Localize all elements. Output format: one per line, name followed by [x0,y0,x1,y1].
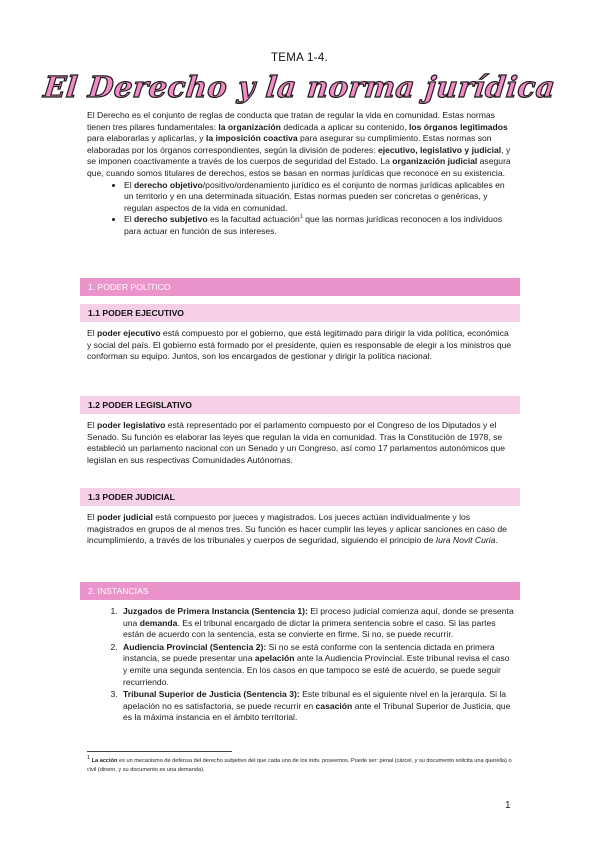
legislativo-paragraph: El poder legislativo está representado por el parlamento compuesto por el Congreso de los Diputados y el Senado. Su función es elaborar las leyes que regulan la vida en comunidad. Tras la Constitución de 1978, se estableció un parlamento nacional con un Senado y un Congreso, así como 17 parlamentos autonómicos que legislan en sus respectivas Comunidades Autónomas. [87,420,506,465]
footnote-ref[interactable]: 1 [299,214,303,221]
intro-paragraph: El Derecho es el conjunto de reglas de conducta que tratan de regular la vida en comunidad. Estas normas tienen tres pilares fundamentales: la organización dedicada a aplicar su contenido, los órganos legitimados para elaborarlas y aplicarlas, y la imposición coactiva para asegurar su cumplimiento. Estas normas son elaboradas por los órganos correspondientes, según la división de poderes: ejecutivo, legislativo y judicial, y se imponen coactivamente a través de los cuerpos de seguridad del Estado. La organización judicial asegura que, cuando somos titulares de derechos, estos se basan en normas jurídicas que reconoce en su existencia. [87,110,511,178]
list-item: • El derecho objetivo/positivo/ordenamiento jurídico es el conjunto de normas jurídicas aplicables en un territorio y en una determinada situación. Estas normas pueden ser concretas o genéricas, y regulan aspectos de la vida en comunidad. [124,180,515,215]
list-item: 3. Tribunal Superior de Justicia (Sentencia 3): Este tribunal es el siguiente nivel en la jerarquía. Si la apelación no es satisfactoria, se puede recurrir en casación ante el Tribunal Superior de Justicia, que es la máxima instancia en el ámbito territorial. [120,689,515,724]
footnote: $^1$ La acción es un mecanismo de defensa del derecho subjetivo del que cada uno de los indv. poseemos. Puede ser: penal (cárcel, y su documento solicita una querella) o civil (dinero, y su documento es una demanda). [87,755,512,773]
section-heading-poder-politico: 1. PODER POLÍTICO [80,278,520,296]
subsection-heading-judicial: 1.3 PODER JUDICIAL [80,488,520,506]
intro-block [87,110,515,238]
judicial-paragraph: El poder judicial está compuesto por jueces y magistrados. Los jueces actúan individualmente y los magistrados en grupos de al menos tres. Su función es hacer cumplir las leyes y aplicar sanciones en caso de incumplimiento, a través de los tribunales y cuerpos de seguridad, siguiendo el principio de Iura Novit Curia. [87,512,507,546]
page-number: 1 [505,800,511,811]
list-item: • El derecho subjetivo es la facultad actuación$^1$ que las normas jurídicas reconocen a los individuos para actuar en función de sus intereses. [124,214,515,237]
subsection-heading-legislativo: 1.2 PODER LEGISLATIVO [80,396,520,414]
ejecutivo-paragraph: El poder ejecutivo está compuesto por el gobierno, que está legitimado para dirigir la vida política, económica y social del país. El gobierno está formado por el presidente, quien es responsable de elegir a los ministros que conforman su equipo. Juntos, son los encargados de gestionar y dirigir la política nacional. [87,328,512,362]
section-heading-instancias: 2. INSTANCIAS [80,582,520,600]
page-title: El Derecho y la norma jurídica [41,70,558,104]
topic-label: TEMA 1-4. [270,52,329,64]
footnote-divider [87,751,232,752]
list-item: 1. Juzgados de Primera Instancia (Sentencia 1): El proceso judicial comienza aquí, donde se presenta una demanda. Es el tribunal encargado de dictar la primera sentencia sobre el caso. Si las partes están de acuerdo con la sentencia, esta se convierte en firme. Si no, se puede recurrir. [120,606,515,641]
instancias-list [87,606,515,724]
definitions-list [87,180,515,238]
subsection-heading-ejecutivo: 1.1 PODER EJECUTIVO [80,304,520,322]
instancias-block [87,606,515,725]
list-item: 2. Audiencia Provincial (Sentencia 2): Si no se está conforme con la sentencia dictada en primera instancia, se puede presentar una apelación ante la Audiencia Provincial. Este tribunal revisa el caso y emite una segunda sentencia. En los casos en que tampoco se esté de acuerdo, se puede seguir recurriendo. [120,642,515,688]
